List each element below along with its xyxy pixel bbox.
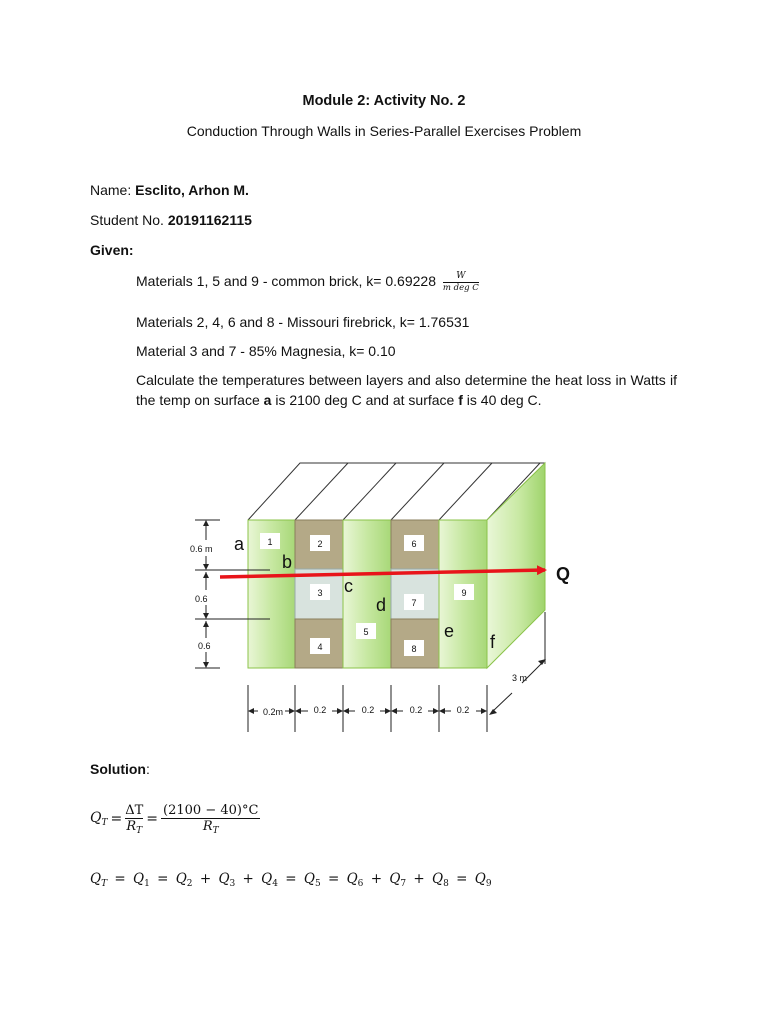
surface-b: b — [282, 552, 293, 572]
equation-1: $Q_T$ = ΔT $R_T$ = (2100 − 40)°C $R_T$ — [90, 802, 259, 836]
given-heading: Given: — [90, 242, 134, 258]
surface-d: d — [376, 595, 387, 615]
equation-1-fraction-1: ΔT $R_T$ — [125, 802, 144, 836]
block-label-2: 2 — [317, 539, 323, 549]
name-value: Esclito, Arhon M. — [135, 182, 249, 198]
surface-c: c — [344, 576, 353, 596]
page-subtitle: Conduction Through Walls in Series-Parallel Exercises Problem — [186, 123, 582, 139]
block-label-9: 9 — [461, 588, 467, 598]
block-label-6: 6 — [411, 539, 417, 549]
surface-e: e — [444, 621, 455, 641]
solution-heading: Solution: — [90, 761, 150, 777]
surface-f-label: f — [458, 392, 463, 408]
conductivity-unit: $\frac{W}{\text{m deg C}}$ — [442, 271, 479, 293]
dim-width-1: 0.2m — [262, 707, 284, 717]
dim-width-3: 0.2 — [361, 705, 375, 715]
student-number-value: 20191162115 — [167, 212, 252, 228]
given-line-3: Material 3 and 7 - 85% Magnesia, k= 0.10 — [136, 343, 396, 359]
equation-2-text: $Q_T = Q_1 = Q_2 + Q_3 + Q_4 = Q_5 = Q_6 + Q_7 + Q_8 = Q_9$ — [90, 871, 492, 889]
height-dimension-labels — [190, 544, 213, 651]
dim-height-3: 0.6 — [198, 641, 211, 651]
block-label-1: 1 — [267, 537, 273, 547]
dim-width-5: 0.2 — [456, 705, 470, 715]
block-label-7: 7 — [411, 598, 417, 608]
block-label-8: 8 — [411, 644, 417, 654]
dim-width-4: 0.2 — [409, 705, 423, 715]
dim-height-2: 0.6 — [195, 594, 208, 604]
surface-a-label: a — [263, 392, 272, 408]
side-face — [487, 463, 545, 668]
equation-2 — [90, 871, 492, 889]
name-label: Name: — [90, 182, 132, 198]
dim-depth: 3 m — [512, 673, 528, 683]
block-label-5: 5 — [363, 627, 369, 637]
equation-1-fraction-2: (2100 − 40)°C $R_T$ — [163, 802, 259, 836]
heat-flow-label: Q — [556, 564, 571, 584]
page-title: Module 2: Activity No. 2 — [302, 93, 466, 109]
problem-statement: Calculate the temperatures between layers and also determine the heat loss in Watts if the temp on surface a is 2100 deg C and at surface f is 40 deg C. — [136, 372, 677, 408]
surface-a: a — [234, 534, 245, 554]
surface-f: f — [490, 632, 496, 652]
student-number-label: Student No. — [90, 212, 164, 228]
dim-height-1: 0.6 m — [190, 544, 213, 554]
given-line-1-text: Materials 1, 5 and 9 - common brick, k= 0.69228 — [136, 273, 436, 290]
given-line-2: Materials 2, 4, 6 and 8 - Missouri firebrick, k= 1.76531 — [136, 314, 470, 330]
dim-width-2: 0.2 — [313, 705, 327, 715]
block-label-3: 3 — [317, 588, 323, 598]
block-label-4: 4 — [317, 642, 323, 652]
